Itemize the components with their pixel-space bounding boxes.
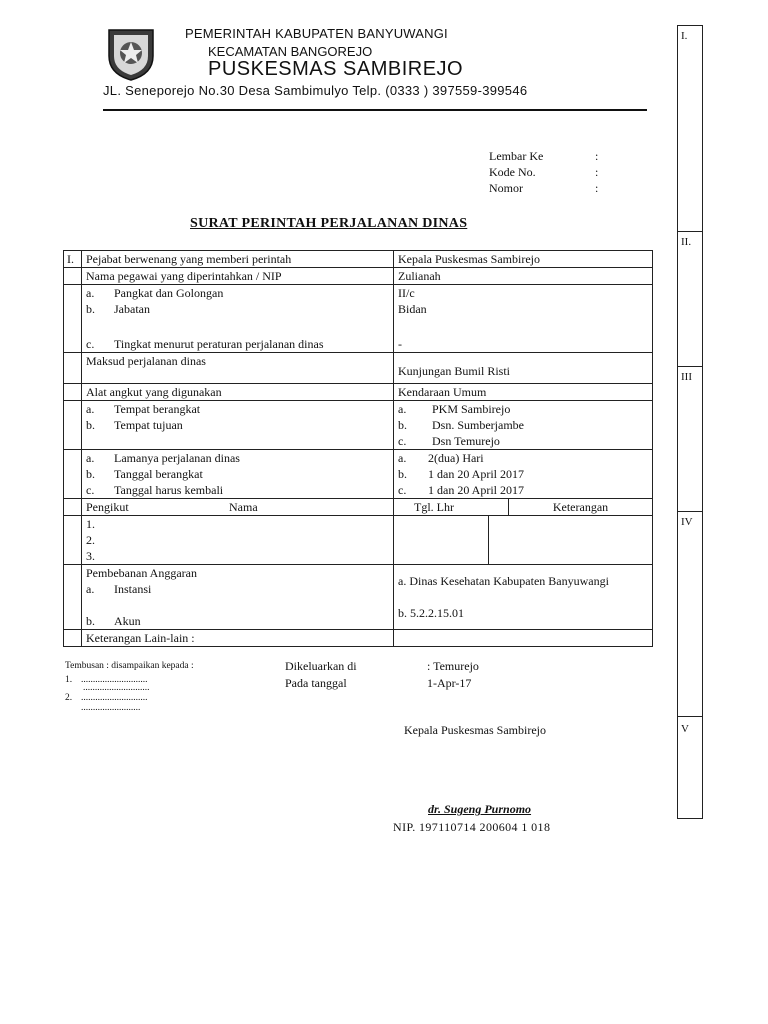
tembusan-item: ............................ [83, 683, 150, 693]
table-row [64, 450, 653, 499]
row-label: Maksud perjalanan dinas [82, 353, 394, 384]
pengikut-header: Pengikut [86, 500, 129, 514]
row-value: Kunjungan Bumil Risti [394, 353, 653, 384]
row-label: Tingkat menurut peraturan perjalanan dinas [114, 337, 324, 351]
list-marker: a. [398, 451, 407, 465]
signatory-nip: NIP. 197110714 200604 1 018 [393, 820, 551, 834]
row-label: Tanggal berangkat [114, 467, 203, 481]
row-label: Akun [114, 614, 141, 628]
header-puskesmas: PUSKESMAS SAMBIREJO [208, 58, 464, 80]
table-row [64, 251, 653, 268]
list-marker: c. [86, 337, 95, 351]
meta-sep: : [595, 149, 599, 163]
row-value: 1 dan 20 April 2017 [428, 467, 524, 481]
side-section-column [677, 25, 703, 819]
issued-place: : Temurejo [427, 659, 479, 673]
header-government: PEMERINTAH KABUPATEN BANYUWANGI [185, 26, 448, 41]
nama-header: Nama [229, 500, 258, 514]
meta-label: Lembar Ke [489, 149, 544, 163]
side-label: V [681, 723, 689, 735]
row-value: a. Dinas Kesehatan Kabupaten Banyuwangi [398, 575, 609, 588]
row-label: Pangkat dan Golongan [114, 286, 224, 300]
row-value: PKM Sambirejo [432, 402, 511, 416]
table-row [64, 353, 653, 384]
table-row [64, 499, 653, 516]
row-label: Tempat berangkat [114, 402, 201, 416]
row-label: Instansi [114, 582, 152, 596]
pengikut-item: 2. [86, 533, 95, 547]
signatory-name: dr. Sugeng Purnomo [428, 802, 532, 816]
header-district: KECAMATAN BANGOREJO [208, 44, 373, 59]
list-marker: b. [398, 467, 407, 481]
table-row [64, 516, 653, 565]
row-value: Bidan [398, 302, 427, 316]
side-label: III [681, 371, 692, 383]
row-label: Jabatan [114, 302, 150, 316]
side-label: I. [681, 30, 688, 42]
row-value: Zulianah [394, 268, 653, 285]
document-title: SURAT PERINTAH PERJALANAN DINAS [190, 216, 468, 231]
list-marker: a. [86, 402, 95, 416]
row-label: Nama pegawai yang diperintahkan / NIP [82, 268, 394, 285]
side-label: IV [681, 516, 693, 528]
row-value: b. 5.2.2.15.01 [398, 606, 464, 620]
list-marker: b. [86, 418, 95, 432]
row-value: Dsn Temurejo [432, 434, 500, 448]
list-marker: b. [86, 614, 95, 628]
meta-sep: : [595, 165, 599, 179]
row-value: Kendaraan Umum [394, 384, 653, 401]
pengikut-item: 1. [86, 517, 95, 531]
tembusan-item: ......................... [81, 703, 141, 713]
table-row [64, 401, 653, 450]
issued-block [285, 658, 479, 692]
side-label: II. [681, 236, 692, 248]
row-value: Kepala Puskesmas Sambirejo [394, 251, 653, 268]
tembusan-item: ............................ [81, 675, 148, 685]
header-divider [103, 109, 647, 111]
issued-label: Pada tanggal [285, 676, 347, 690]
list-marker: b. [86, 302, 95, 316]
issued-label: Dikeluarkan di [285, 659, 357, 673]
row-value: - [398, 337, 402, 351]
list-marker: a. [86, 582, 95, 596]
row-number: I. [64, 251, 82, 268]
list-marker: 2. [65, 693, 73, 703]
table-row [64, 565, 653, 630]
row-value: II/c [398, 286, 415, 300]
meta-label: Nomor [489, 181, 523, 195]
list-marker: a. [86, 286, 95, 300]
list-marker: 1. [65, 675, 73, 685]
row-label: Tempat tujuan [114, 418, 183, 432]
meta-label: Kode No. [489, 165, 536, 179]
row-label: Lamanya perjalanan dinas [114, 451, 240, 465]
pengikut-item: 3. [86, 549, 95, 563]
row-value: 1 dan 20 April 2017 [428, 483, 524, 497]
table-row [64, 285, 653, 353]
header-address: JL. Seneporejo No.30 Desa Sambimulyo Telp. (0333 ) 397559-399546 [103, 83, 528, 98]
tembusan-item: ............................ [81, 693, 148, 703]
table-row [64, 384, 653, 401]
tembusan-label: Tembusan : disampaikan kepada : [65, 661, 194, 671]
meta-sep: : [595, 181, 599, 195]
list-marker: c. [398, 483, 407, 497]
table-row [64, 268, 653, 285]
issued-date: 1-Apr-17 [427, 676, 472, 690]
list-marker: b. [398, 418, 407, 432]
list-marker: a. [86, 451, 95, 465]
row-value: 2(dua) Hari [428, 451, 484, 465]
list-marker: b. [86, 467, 95, 481]
row-label: Alat angkut yang digunakan [82, 384, 394, 401]
table-row [64, 630, 653, 647]
document-meta [489, 148, 598, 196]
signatory-position: Kepala Puskesmas Sambirejo [404, 723, 546, 737]
regency-emblem-logo [103, 26, 159, 82]
row-label: Pembebanan Anggaran [86, 566, 197, 580]
tgl-lahir-header: Tgl. Lhr [394, 499, 509, 515]
list-marker: c. [86, 483, 95, 497]
sppd-table [63, 250, 653, 647]
row-label: Tanggal harus kembali [114, 483, 224, 497]
keterangan-header: Keterangan [552, 500, 609, 514]
list-marker: a. [398, 402, 407, 416]
list-marker: c. [398, 434, 407, 448]
row-label: Pejabat berwenang yang memberi perintah [82, 251, 394, 268]
row-label: Keterangan Lain-lain : [82, 630, 394, 647]
tembusan-block [65, 659, 194, 715]
row-value: Dsn. Sumberjambe [432, 418, 524, 432]
